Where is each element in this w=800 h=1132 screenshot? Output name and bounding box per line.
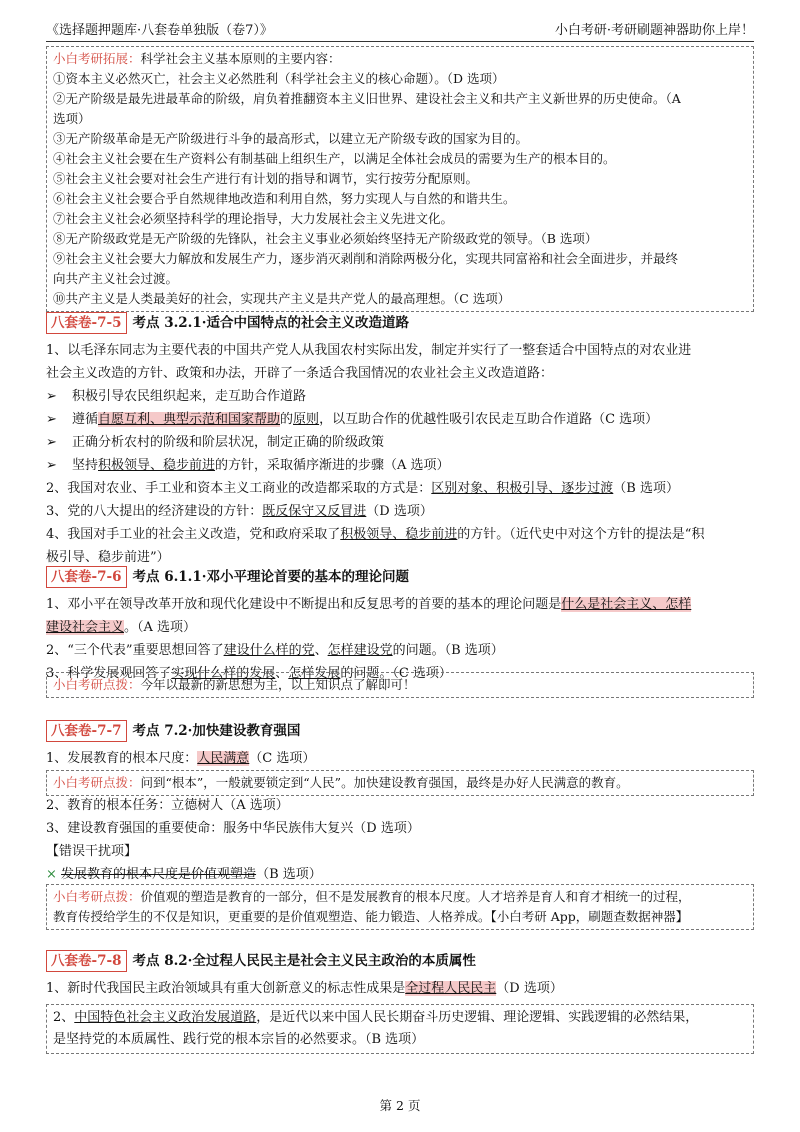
section-tag: 八套卷-7-5 bbox=[46, 312, 127, 334]
tip-box bbox=[46, 672, 754, 698]
highlight: 全过程人民民主 bbox=[405, 981, 497, 996]
underline: 原则 bbox=[293, 412, 320, 427]
text: 3、科学发展观回答了 bbox=[46, 666, 172, 681]
text: （C 选项） bbox=[249, 751, 316, 766]
paragraph-line: 1、以毛泽东同志为主要代表的中国共产党人从我国农村实际出发，制定并实行了一整套适合中国特点的对农业进 bbox=[46, 343, 692, 358]
text: 2、 bbox=[53, 1010, 75, 1025]
bullet-text: 坚持 bbox=[72, 458, 99, 473]
list-item: ⑨社会主义社会要大力解放和发展生产力，逐步消灭剥削和消除两极分化，实现共同富裕和社会全面进步，并最终 bbox=[53, 251, 679, 266]
text: （B 选项） bbox=[613, 481, 679, 496]
text: 3、党的八大提出的经济建设的方针： bbox=[46, 504, 263, 519]
bullet-text: 的方针，采取循序渐进的步骤（A 选项） bbox=[215, 458, 450, 473]
bullet-text: 的 bbox=[280, 412, 294, 427]
box-label: 小白考研拓展： bbox=[53, 51, 141, 66]
text: （D 选项） bbox=[496, 981, 563, 996]
underline: 怎样建设党 bbox=[327, 643, 393, 658]
underline: 怎样发展 bbox=[288, 666, 341, 681]
section-title: 考点 8.2·全过程人民民主是社会主义民主政治的本质属性 bbox=[132, 953, 476, 969]
page-header bbox=[46, 14, 754, 42]
paragraph-line bbox=[46, 747, 754, 770]
text: 是坚持党的本质属性、践行党的根本宗旨的必然要求。（B 选项） bbox=[53, 1032, 425, 1047]
section-title: 考点 3.2.1·适合中国特点的社会主义改造道路 bbox=[132, 315, 409, 331]
text: （B 选项） bbox=[256, 867, 322, 882]
bullet-icon: ➢ bbox=[46, 458, 57, 473]
list-item: ⑥社会主义社会要合乎自然规律地改造和利用自然，努力实现人与自然的和谐共生。 bbox=[53, 191, 516, 206]
bullet-item bbox=[46, 454, 754, 477]
tip-label: 小白考研点拨： bbox=[53, 677, 141, 692]
text: 1、发展教育的根本尺度： bbox=[46, 751, 198, 766]
section-tag: 八套卷-7-7 bbox=[46, 720, 127, 742]
underline: 实现什么样的发展 bbox=[171, 666, 276, 681]
tip-text: 问到“根本”，一般就要锁定到“人民”。加快建设教育强国，最终是办好人民满意的教育。 bbox=[140, 775, 629, 790]
section-title: 考点 7.2·加快建设教育强国 bbox=[132, 723, 301, 739]
bullet-icon: ➢ bbox=[46, 412, 57, 427]
bullet-icon: ➢ bbox=[46, 435, 57, 450]
bullet-icon: ➢ bbox=[46, 389, 57, 404]
cross-icon: × bbox=[46, 867, 57, 882]
bullet-item bbox=[46, 431, 754, 454]
list-item: 选项） bbox=[53, 111, 91, 126]
section-tag: 八套卷-7-8 bbox=[46, 950, 127, 972]
paragraph-line bbox=[46, 523, 754, 546]
bullet-text: 遵循 bbox=[72, 412, 99, 427]
paragraph-line: 极引导、稳步前进”） bbox=[46, 550, 170, 565]
underline: 既反保守又反冒进 bbox=[262, 504, 367, 519]
tip-label: 小白考研点拨： bbox=[53, 775, 141, 790]
bullet-item bbox=[46, 408, 754, 431]
text: 2、“三个代表”重要思想回答了 bbox=[46, 643, 224, 658]
strike-text: 发展教育的根本尺度是价值观塑造 bbox=[61, 867, 257, 882]
list-item: ①资本主义必然灭亡，社会主义必然胜利（科学社会主义的核心命题）。（D 选项） bbox=[53, 71, 505, 86]
list-item: ④社会主义社会要在生产资料公有制基础上组织生产，以满足全体社会成员的需要为生产的根本目的。 bbox=[53, 151, 616, 166]
highlight: 自愿互利、典型示范和国家帮助 bbox=[98, 412, 281, 427]
list-item: ③无产阶级革命是无产阶级进行斗争的最高形式，以建立无产阶级专政的国家为目的。 bbox=[53, 131, 529, 146]
text: 2、我国对农业、手工业和资本主义工商业的改造都采取的方式是： bbox=[46, 481, 432, 496]
text: 、 bbox=[314, 643, 328, 658]
underline: 积极领导、稳步前进 bbox=[98, 458, 216, 473]
section-7-5 bbox=[46, 312, 754, 569]
tip-label: 小白考研点拨： bbox=[53, 889, 141, 904]
list-item: ⑧无产阶级政党是无产阶级的先锋队，社会主义事业必须始终坚持无产阶级政党的领导。（B 选项） bbox=[53, 231, 598, 246]
highlight: 人民满意 bbox=[197, 751, 250, 766]
list-item: 向共产主义社会过渡。 bbox=[53, 271, 179, 286]
tip-text: 价值观的塑造是教育的一部分，但不是发展教育的根本尺度。人才培养是育人和育才相统一的过程， bbox=[140, 889, 691, 904]
underline: 区别对象、积极引导、逐步过渡 bbox=[431, 481, 614, 496]
paragraph-line bbox=[46, 639, 754, 662]
tip-text: 今年以最新的新思想为主，以上知识点了解即可！ bbox=[140, 677, 416, 692]
bullet-item bbox=[46, 385, 754, 408]
header-right: 小白考研·考研刷题神器助你上岸！ bbox=[554, 23, 754, 38]
text: 的问题。（C 选项） bbox=[340, 666, 452, 681]
underline: 积极领导、稳步前进 bbox=[340, 527, 458, 542]
underline: 中国特色社会主义政治发展道路 bbox=[74, 1010, 257, 1025]
paragraph-line bbox=[46, 977, 754, 1000]
section-title: 考点 6.1.1·邓小平理论首要的基本的理论问题 bbox=[132, 569, 409, 585]
paragraph-line: 【错误干扰项】 bbox=[46, 844, 138, 859]
answer-box bbox=[46, 1004, 754, 1054]
tip-text: 教育传授给学生的不仅是知识，更重要的是价值观塑造、能力锻造、人格养成。【小白考研 App，刷题查数据神器】 bbox=[53, 909, 689, 924]
text: （D 选项） bbox=[366, 504, 433, 519]
tip-box bbox=[46, 884, 754, 930]
paragraph-line: 3、建设教育强国的重要使命：服务中华民族伟大复兴（D 选项） bbox=[46, 821, 420, 836]
wrong-option bbox=[46, 863, 754, 886]
list-item: ⑦社会主义社会必须坚持科学的理论指导，大力发展社会主义先进文化。 bbox=[53, 211, 454, 226]
header-left: 《选择题押题库·八套卷单独版（卷7）》 bbox=[46, 23, 273, 38]
highlight: 什么是社会主义、怎样 bbox=[561, 597, 692, 612]
list-item: ⑩共产主义是人类最美好的社会，实现共产主义是共产党人的最高理想。（C 选项） bbox=[53, 291, 511, 306]
bullet-text: 正确分析农村的阶级和阶层状况，制定正确的阶级政策 bbox=[72, 435, 385, 450]
section-7-7-cont bbox=[46, 794, 754, 886]
principles-box bbox=[46, 46, 754, 312]
paragraph-line bbox=[46, 477, 754, 500]
text: ，是近代以来中国人民长期奋斗历史逻辑、理论逻辑、实践逻辑的必然结果， bbox=[256, 1010, 699, 1025]
highlight: 建设社会主义 bbox=[46, 620, 125, 635]
list-item: ②无产阶级是最先进最革命的阶级，肩负着推翻资本主义旧世界、建设社会主义和共产主义新世界的历史使命。（A bbox=[53, 91, 681, 106]
text: 1、新时代我国民主政治领域具有重大创新意义的标志性成果是 bbox=[46, 981, 406, 996]
text: 。（A 选项） bbox=[124, 620, 197, 635]
section-7-6 bbox=[46, 566, 754, 685]
bullet-text: ，以互助合作的优越性吸引农民走互助合作道路（C 选项） bbox=[319, 412, 659, 427]
section-7-8 bbox=[46, 950, 754, 1000]
paragraph-line: 社会主义改造的方针、政策和办法，开辟了一条适合我国情况的农业社会主义改造道路： bbox=[46, 366, 554, 381]
text: 、 bbox=[275, 666, 289, 681]
list-item: ⑤社会主义社会要对社会生产进行有计划的指导和调节，实行按劳分配原则。 bbox=[53, 171, 479, 186]
text: 4、我国对手工业的社会主义改造，党和政府采取了 bbox=[46, 527, 341, 542]
underline: 建设什么样的党 bbox=[223, 643, 315, 658]
paragraph-line bbox=[46, 616, 754, 639]
tip-box bbox=[46, 770, 754, 796]
text: 的问题。（B 选项） bbox=[392, 643, 504, 658]
paragraph-line bbox=[46, 593, 754, 616]
text: 1、邓小平在领导改革开放和现代化建设中不断提出和反复思考的首要的基本的理论问题是 bbox=[46, 597, 562, 612]
box-title: 科学社会主义基本原则的主要内容： bbox=[140, 51, 341, 66]
text: 的方针。（近代史中对这个方针的提法是“积 bbox=[457, 527, 705, 542]
page-number: 第 2 页 bbox=[379, 1098, 421, 1113]
section-tag: 八套卷-7-6 bbox=[46, 566, 127, 588]
paragraph-line bbox=[46, 500, 754, 523]
bullet-text: 积极引导农民组织起来，走互助合作道路 bbox=[72, 389, 307, 404]
section-7-7 bbox=[46, 720, 754, 770]
paragraph-line: 2、教育的根本任务：立德树人（A 选项） bbox=[46, 798, 289, 813]
